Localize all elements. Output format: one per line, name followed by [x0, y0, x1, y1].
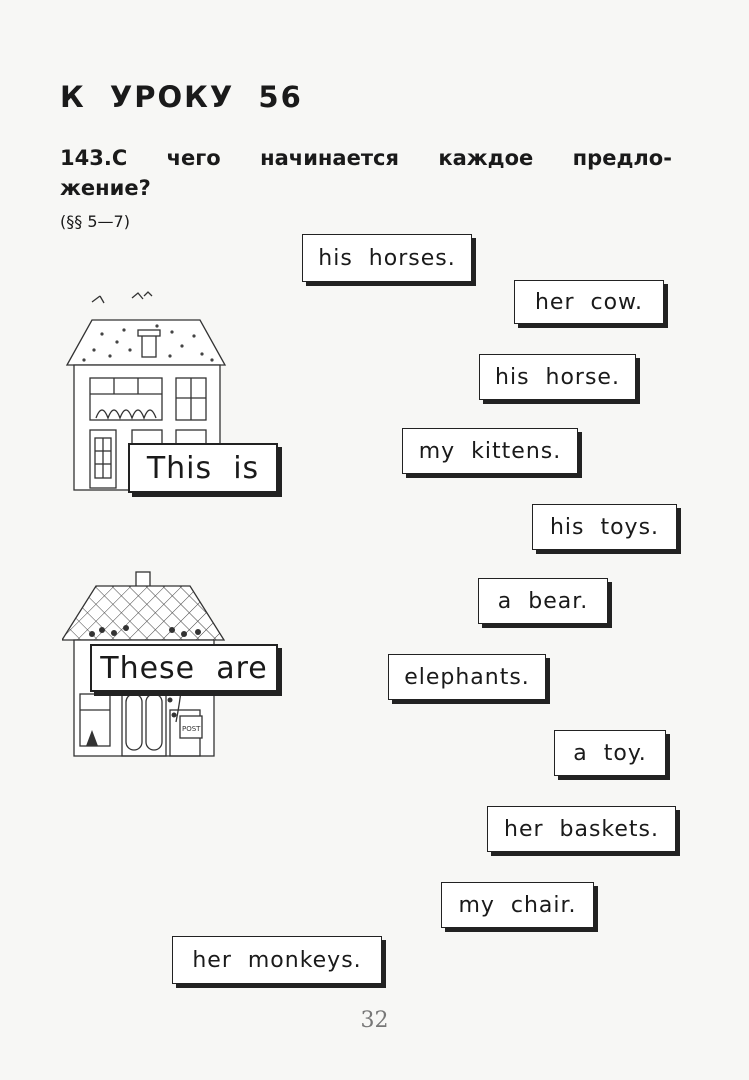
post-label: POST [182, 725, 201, 733]
phrase-card-her-monkeys[interactable]: her monkeys. [172, 936, 382, 984]
task-word-5: предло- [572, 146, 672, 170]
task-reference: (§§ 5—7) [60, 212, 130, 231]
task-number-word [60, 146, 127, 170]
phrase-card-my-kittens[interactable]: my kittens. [402, 428, 578, 474]
phrase-card-my-chair[interactable]: my chair. [441, 882, 594, 928]
phrase-card-his-horses[interactable]: his horses. [302, 234, 472, 282]
starter-card-this-is[interactable]: This is [128, 443, 278, 493]
task-heading [60, 146, 672, 170]
task-heading-continuation: жение? [60, 176, 151, 200]
lesson-title: К УРОКУ 56 [60, 80, 303, 114]
task-word-1: С [111, 146, 128, 170]
task-word-4: каждое [438, 146, 534, 170]
phrase-card-her-cow[interactable]: her cow. [514, 280, 664, 324]
task-word-3: начинается [260, 146, 399, 170]
task-number: 143. [60, 146, 112, 170]
phrase-card-a-toy[interactable]: a toy. [554, 730, 666, 776]
phrase-card-his-horse[interactable]: his horse. [479, 354, 636, 400]
phrase-card-her-baskets[interactable]: her baskets. [487, 806, 676, 852]
task-word-2: чего [166, 146, 221, 170]
phrase-card-his-toys[interactable]: his toys. [532, 504, 677, 550]
page-number: 32 [360, 1008, 389, 1033]
phrase-card-elephants[interactable]: elephants. [388, 654, 546, 700]
phrase-card-a-bear[interactable]: a bear. [478, 578, 608, 624]
starter-card-these-are[interactable]: These are [90, 644, 278, 692]
